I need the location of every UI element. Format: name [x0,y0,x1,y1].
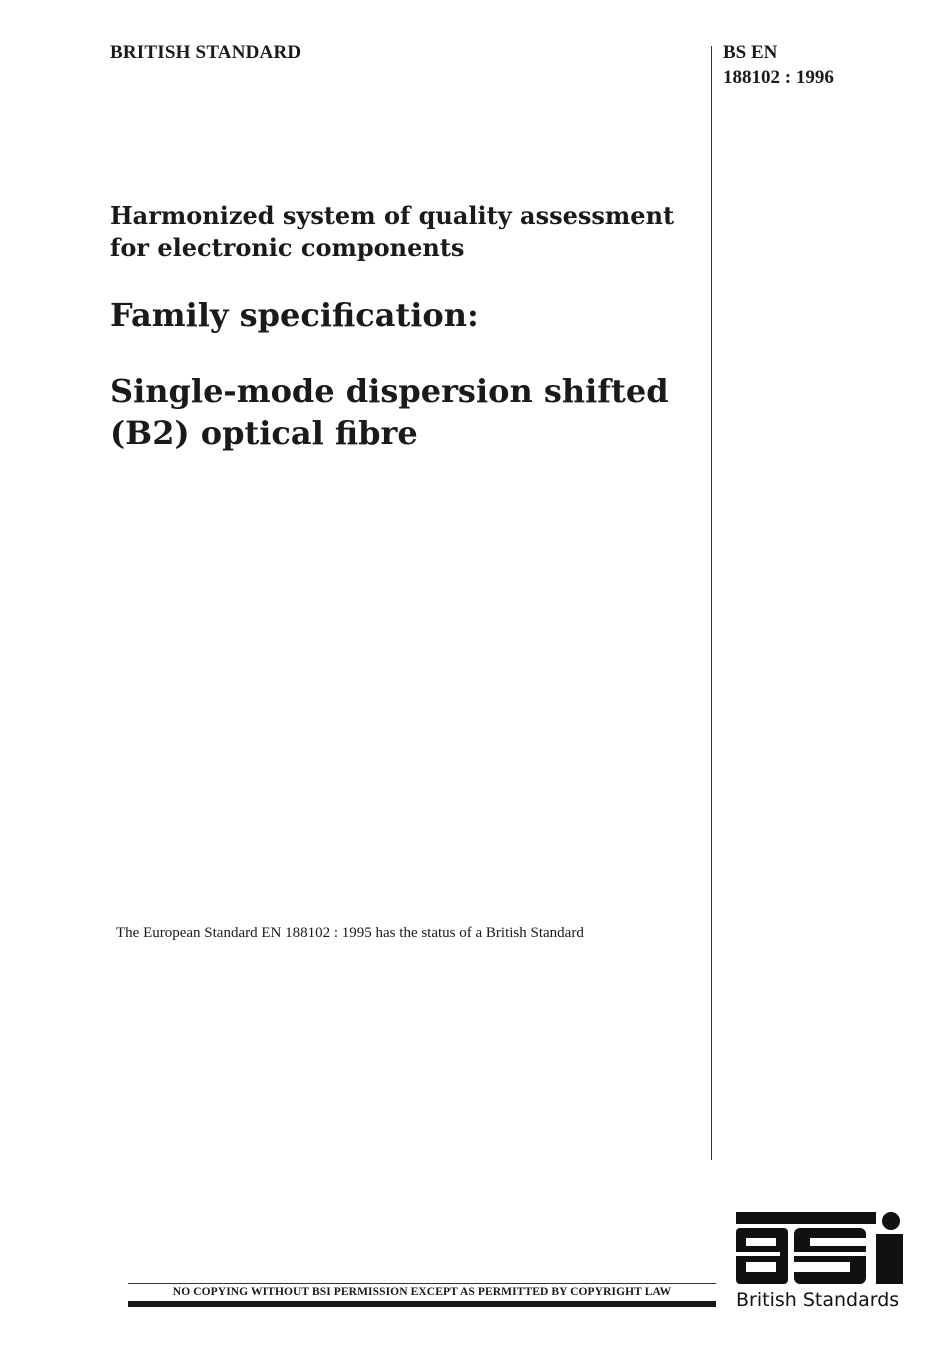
footer-rule-thick [128,1301,716,1307]
status-note: The European Standard EN 188102 : 1995 has the status of a British Standard [116,925,584,941]
standard-number-prefix: BS EN [723,42,778,63]
bsi-logo-gap [746,1262,776,1272]
bsi-logo-dot [882,1212,900,1230]
vertical-divider [711,46,712,1160]
family-specification-heading: Family specification: [110,296,479,334]
document-main-title: Single-mode dispersion shifted (B2) optical fibre [110,372,669,452]
copyright-notice: NO COPYING WITHOUT BSI PERMISSION EXCEPT AS PERMITTED BY COPYRIGHT LAW [172,1286,672,1298]
footer-rule-thin [128,1283,716,1284]
bsi-logo-letter-i [876,1234,903,1284]
bsi-logo-gap [794,1252,866,1256]
bsi-logo-gap [746,1238,776,1246]
bsi-logo-caption: British Standards [736,1289,900,1311]
bsi-logo-gap [736,1252,780,1256]
bsi-logo-icon [736,1212,903,1284]
bsi-logo-gap [810,1238,866,1246]
bsi-logo-bar [736,1212,876,1224]
bsi-logo-gap [794,1262,850,1272]
standard-number: 188102 : 1996 [723,67,834,88]
document-subtitle: Harmonized system of quality assessment for electronic components [110,201,675,262]
series-label: BRITISH STANDARD [110,42,302,63]
